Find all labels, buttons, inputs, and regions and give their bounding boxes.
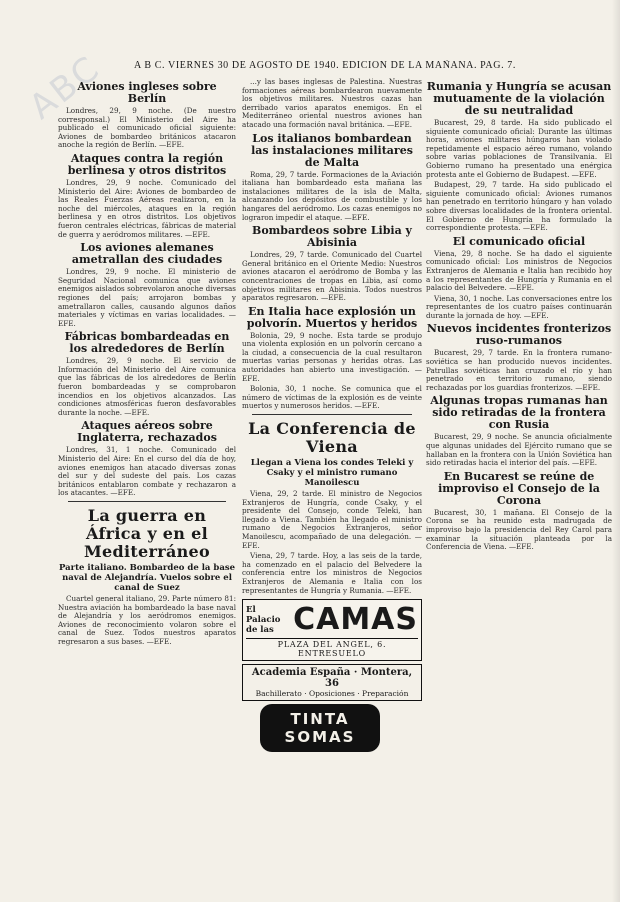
advertisement-tinta: TINTA SOMAS <box>260 704 380 752</box>
ad-row <box>246 602 418 637</box>
article-text: Bucarest, 29, 7 tarde. En la frontera rumano-soviética se han producido nuevos incidentes. Patrullas soviéticas han cruzado el río y han penetrado en territorio rumano, siendo rechazadas por los guardias fronterizos. —EFE. <box>426 348 612 392</box>
abc-watermark: ABC <box>22 47 109 128</box>
headline-libia-abisinia: Bombardeos sobre Libia y Abisinia <box>252 224 412 250</box>
running-head: A B C. VIERNES 30 DE AGOSTO DE 1940. EDICION DE LA MAÑANA. PAG. 7. <box>134 60 516 71</box>
subheadline-teleki-csaky: Llegan a Viena los condes Teleki y Csaky y el ministro rumano Manoilescu <box>250 458 414 489</box>
headline-ataques-region: Ataques contra la región berlinesa y otros distritos <box>67 151 227 177</box>
advertisement-academia <box>242 664 422 701</box>
column-3 <box>426 78 612 898</box>
advertisement-camas <box>242 599 422 661</box>
page-edge-shadow <box>612 0 620 902</box>
headline-ataques-inglaterra: Ataques aéreos sobre Inglaterra, rechazados <box>77 419 217 445</box>
ad-address: PLAZA DEL ANGEL, 6. ENTRESUELO <box>246 638 418 658</box>
headline-tropas-rumanas: Algunas tropas rumanas han sido retiradas de la frontera con Rusia <box>430 394 608 432</box>
headline-aviones-alemanes: Los aviones alemanes ametrallan des ciudades <box>71 241 223 267</box>
article-text: Londres, 29, 9 noche. (De nuestro corresponsal.) El Ministerio del Aire ha publicado el comunicado oficial siguiente: Aviones de bombardeo británicos atacaron anoche la región de Berlín. —EFE. <box>58 106 236 150</box>
subheadline-parte-italiano: Parte italiano. Bombardeo de la base naval de Alejandría. Vuelos sobre el canal de Suez <box>58 563 236 593</box>
article-text: Londres, 29, 9 noche. El ministerio de Seguridad Nacional comunica que aviones enemigos aislados sobrevolaron anoche diversas regiones del país; arrojaron bombas y ametrallaron calles, causando algunos daños materiales y víctimas en varias localidades. —EFE. <box>58 267 236 328</box>
article-text: Londres, 29, 7 tarde. Comunicado del Cuartel General británico en el Oriente Medio: Nuestros aviones atacaron el aeródromo de Bomba y las concentraciones de tropas en Libia, así como objetivos militares en Abisinia. Todos nuestros aparatos regresaron. —EFE. <box>242 250 422 303</box>
ad-academia-title: Academia España · Montera, 36 <box>251 667 413 690</box>
article-text: Londres, 29, 9 noche. Comunicado del Ministerio del Aire: Aviones de bombardeo de las Reales Fuerzas Aéreas realizaron, en la noche del miércoles, ataques en la región berlinesa y en otros distritos. Los objetivos fueron centrales eléctricas, fábricas de material de guerra y aeródromos militares. —EFE. <box>58 177 236 239</box>
article-text: Roma, 29, 7 tarde. Formaciones de la Aviación italiana han bombardeado esta mañana las instalaciones militares de la isla de Malta, alcanzando los depósitos de combustible y los hangares del aeródromo. Los cazas enemigos no lograron impedir el ataque. —EFE. <box>242 169 422 222</box>
article-text: Londres, 31, 1 noche. Comunicado del Ministerio del Aire: En el curso del día de hoy, aviones enemigos han atacado diversas zonas del sur y del sudeste del país. Los cazas británicos entablaron combate y rechazaron a los atacantes. —EFE. <box>58 445 236 498</box>
headline-aviones-ingleses: Aviones ingleses sobre Berlín <box>77 80 217 105</box>
ad-palacio-label: El Palacio de las <box>246 604 281 635</box>
headline-malta: Los italianos bombardean las instalaciones militares de Malta <box>251 131 413 169</box>
headline-guerra-africa: La guerra en África y en el Mediterráneo <box>83 506 211 561</box>
article-text: Viena, 29, 2 tarde. El ministro de Negocios Extranjeros de Hungría, conde Csaky, y el presidente del Consejo, conde Teleki, han llegado a Viena. También ha llegado el ministro rumano de Negocios Extranjeros, señor Manoilescu, acompañado de una delegación. —EFE. <box>242 489 422 550</box>
article-text: Cuartel general italiano, 29. Parte número 81: Nuestra aviación ha bombardeado la base naval de Alejandría y los aeródromos enemigos. Aviones de reconocimiento volaron sobre el canal de Suez. Todos nuestros aparatos regresaron a sus bases. —EFE. <box>58 594 236 646</box>
ad-camas-title: CAMAS <box>293 602 418 638</box>
article-text: Bucarest, 29, 9 noche. Se anuncia oficialmente que algunas unidades del Ejército rumano que se hallaban en la frontera con la Unión Soviética han sido retiradas hacia el interior del país. —EFE. <box>426 432 612 468</box>
headline-conferencia-viena: La Conferencia de Viena <box>248 419 416 457</box>
headline-fabricas-berlin: Fábricas bombardeadas en los alrededores de Berlín <box>64 330 230 356</box>
article-text: Bolonia, 30, 1 noche. Se comunica que el número de víctimas de la explosión es de veinte muertos y numerosos heridos. —EFE. <box>242 384 422 411</box>
headline-rumania-hungria: Rumania y Hungría se acusan mutuamente de la violación de su neutralidad <box>426 80 612 117</box>
article-text: Budapest, 29, 7 tarde. Ha sido publicado el siguiente comunicado oficial: Aviones rumanos han penetrado en territorio húngaro y han volado sobre diversas localidades de la frontera oriental. El Gobierno de Hungría ha formulado la correspondiente protesta. —EFE. <box>426 180 612 233</box>
article-text: ...y las bases inglesas de Palestina. Nuestras formaciones aéreas bombardearon nuevamente los objetivos militares. Nuestros cazas han derribado varios aparatos enemigos. En el Mediterráneo oriental nuestros aviones han atacado una formación naval británica. —EFE. <box>242 78 422 129</box>
article-text: Londres, 29, 9 noche. El servicio de Información del Ministerio del Aire comunica que las fábricas de los alrededores de Berlín fueron bombardeadas y se comprobaron incendios en los objetivos alcanzados. Las condiciones atmosféricas fueron desfavorables durante la noche. —EFE. <box>58 356 236 417</box>
article-text: Viena, 30, 1 noche. Las conversaciones entre los representantes de los cuatro países continuarán durante la jornada de hoy. —EFE. <box>426 293 612 320</box>
headline-consejo-corona: En Bucarest se reúne de improviso el Consejo de la Corona <box>438 469 600 507</box>
divider <box>252 414 412 415</box>
ad-academia-sub: Bachillerato · Oposiciones · Preparación <box>255 689 409 699</box>
article-text: Viena, 29, 8 noche. Se ha dado el siguiente comunicado oficial: Los ministros de Negocios Extranjeros de Alemania e Italia han recibido hoy a los representantes de Hungría y Rumania en el palacio del Belvedere. —EFE. <box>426 248 612 293</box>
headline-comunicado-oficial: El comunicado oficial <box>452 234 586 248</box>
headline-incidentes-fronterizos: Nuevos incidentes fronterizos ruso-rumanos <box>426 322 612 348</box>
article-text: Bolonia, 29, 9 noche. Esta tarde se produjo una violenta explosión en un polvorín cercano a la ciudad, a consecuencia de la cual resultaron muertas varias personas y heridas otras. Las autoridades han abierto una investigación. —EFE. <box>242 330 422 383</box>
column-1 <box>58 78 236 898</box>
article-text: Bucarest, 30, 1 mañana. El Consejo de la Corona se ha reunido esta madrugada de improviso bajo la presidencia del Rey Carol para examinar la situación planteada por la Conferencia de Viena. —EFE. <box>426 507 612 552</box>
divider <box>68 501 226 502</box>
headline-polvorin: En Italia hace explosión un polvorín. Muertos y heridos <box>246 304 418 330</box>
column-2 <box>242 78 422 898</box>
article-text: Bucarest, 29, 8 tarde. Ha sido publicado el siguiente comunicado oficial: Durante las últimas horas, aviones militares húngaros han violado repetidamente el espacio aéreo rumano, volando sobre varias poblaciones de Transilvania. El Gobierno rumano ha presentado una enérgica protesta ante el Gobierno de Budapest. —EFE. <box>426 118 612 179</box>
article-text: Viena, 29, 7 tarde. Hoy, a las seis de la tarde, ha comenzado en el palacio del Belvedere la conferencia entre los ministros de Negocios Extranjeros de Alemania e Italia con los representantes de Hungría y Rumania. —EFE. <box>242 551 422 595</box>
